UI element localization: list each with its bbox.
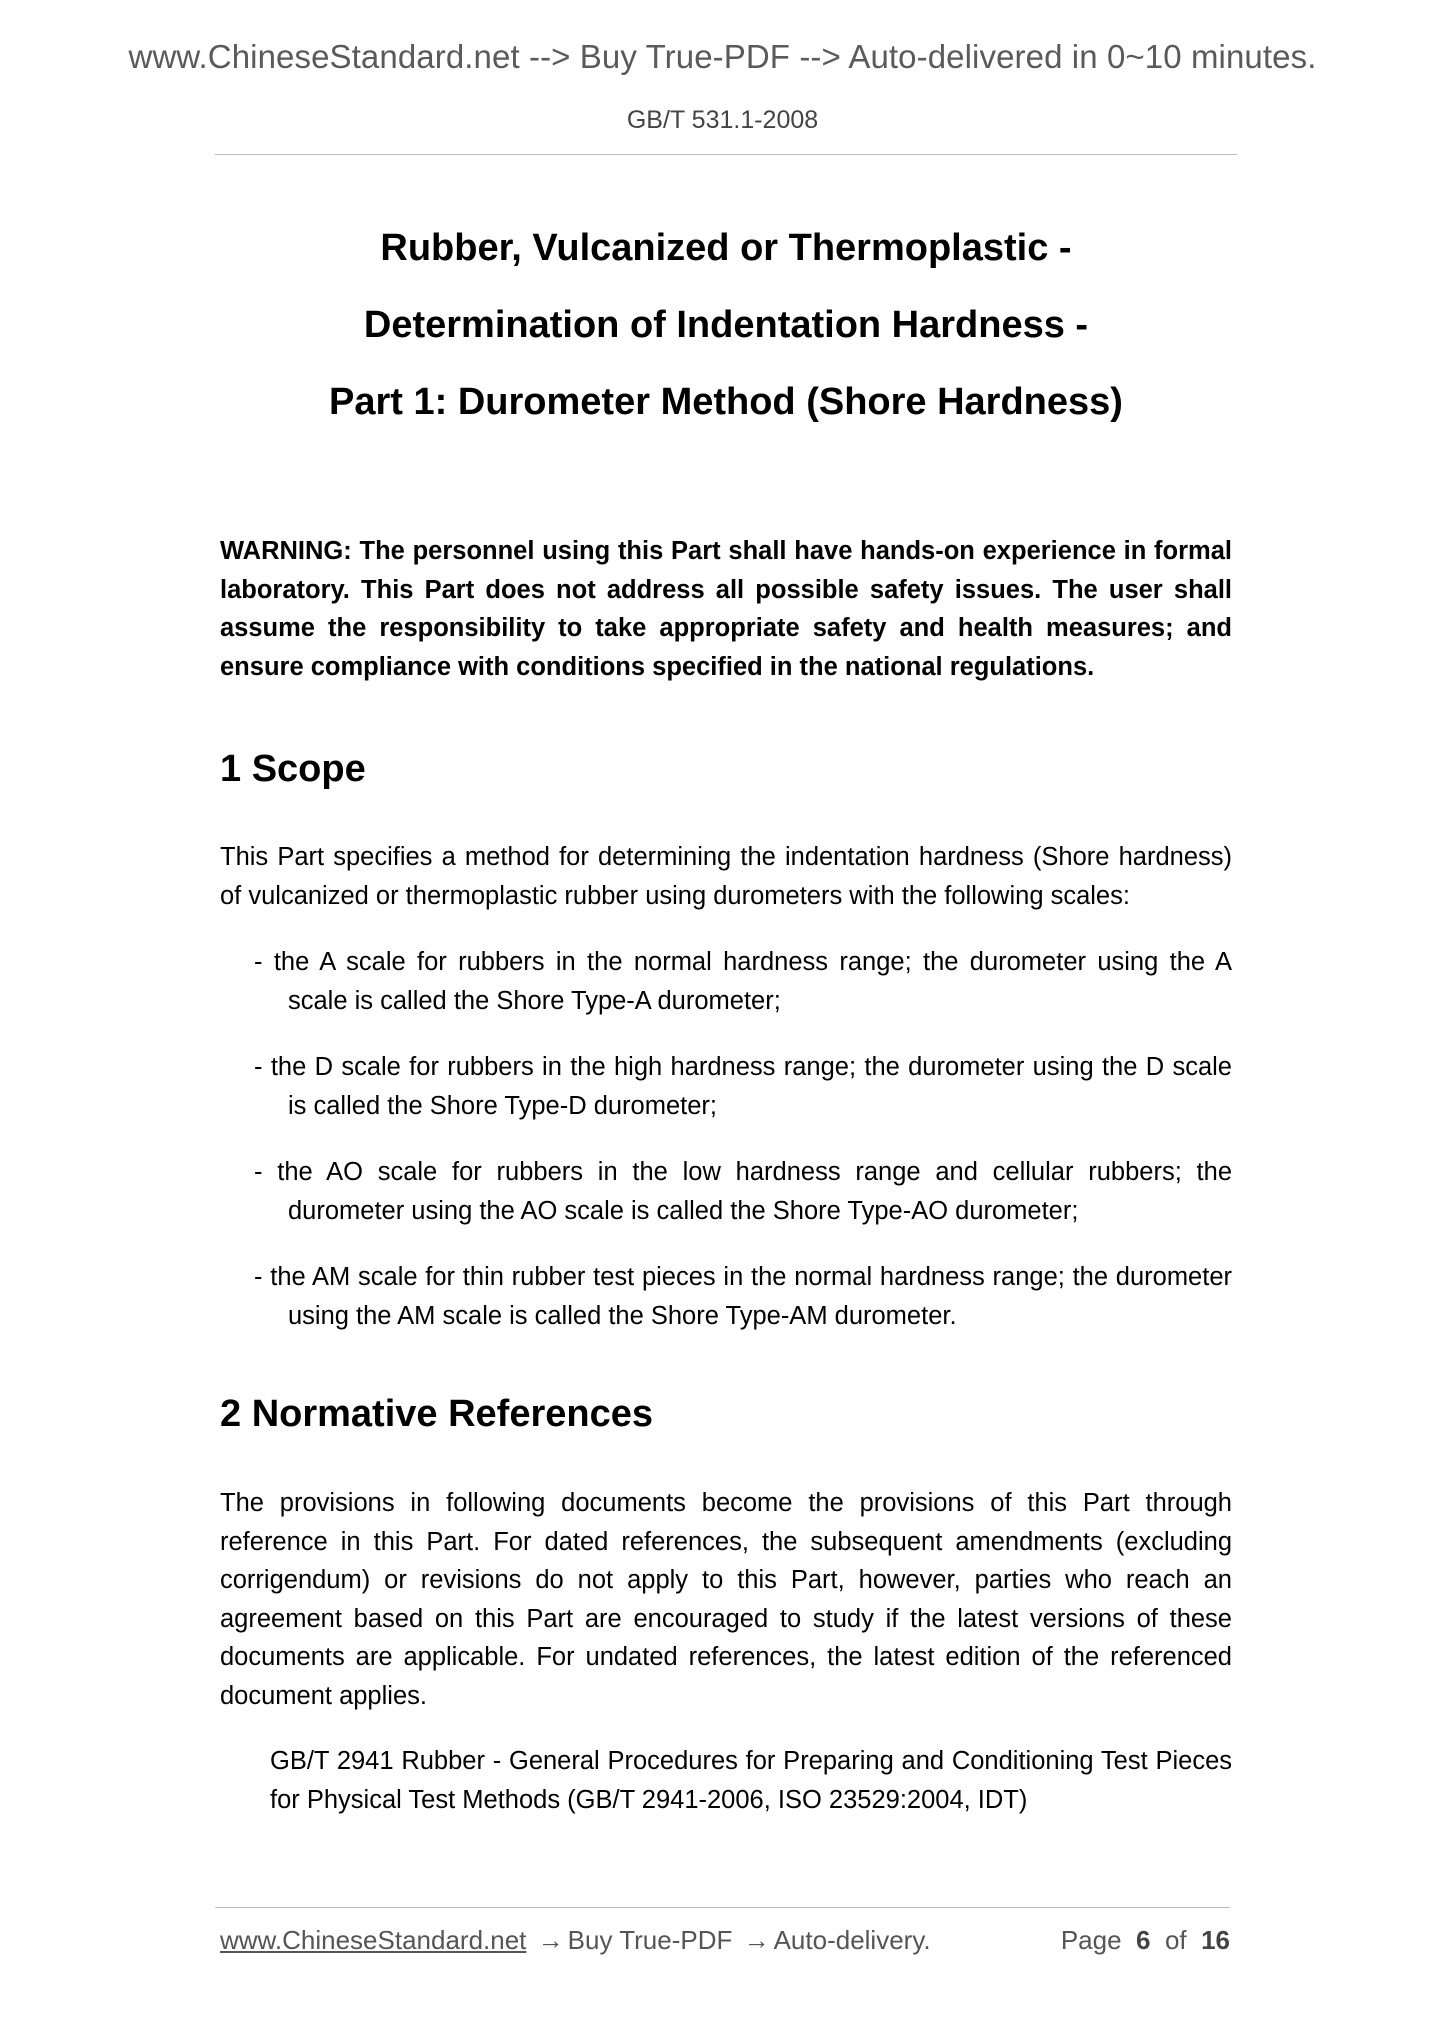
section-heading-normative-references: 2 Normative References (220, 1393, 653, 1435)
arrow-right-icon: → (743, 1925, 770, 1955)
header-divider (215, 154, 1237, 155)
page-indicator (1061, 1925, 1230, 1956)
footer-site-link[interactable]: www.ChineseStandard.net (220, 1925, 527, 1955)
page-label: Page (1060, 1925, 1122, 1955)
title-line-1: Rubber, Vulcanized or Thermoplastic - (380, 227, 1072, 269)
top-banner: www.ChineseStandard.net --> Buy True-PDF --> Auto-delivered in 0~10 minutes. (128, 38, 1317, 75)
footer-delivery-text: Auto-delivery. (773, 1925, 931, 1955)
of-label: of (1164, 1925, 1187, 1955)
document-code: GB/T 531.1-2008 (626, 106, 819, 134)
scope-list-item: - the AO scale for rubbers in the low hardness range and cellular rubbers; the durometer using the AO scale is called the Shore Type-AO durometer; (254, 1158, 1232, 1225)
footer-divider (215, 1907, 1230, 1908)
warning-paragraph: WARNING: The personnel using this Part shall have hands-on experience in formal laboratory. This Part does not address all possible safety issues. The user shall assume the responsibility to take appropriate safety and health measures; and ensure compliance with conditions specified in the national regulations. (220, 537, 1232, 681)
references-intro-paragraph: The provisions in following documents become the provisions of this Part through reference in this Part. For dated references, the subsequent amendments (excluding corrigendum) or revisions do not apply to this Part, however, parties who reach an agreement based on this Part are encouraged to study if the latest versions of these documents are applicable. For undated references, the latest edition of the referenced document applies. (220, 1489, 1232, 1710)
current-page-number: 6 (1136, 1925, 1151, 1955)
scope-list-item: - the A scale for rubbers in the normal hardness range; the durometer using the A scale is called the Shore Type-A durometer; (254, 948, 1232, 1015)
scope-list-item: - the AM scale for thin rubber test pieces in the normal hardness range; the durometer using the AM scale is called the Shore Type-AM durometer. (254, 1263, 1232, 1330)
scope-list-item: - the D scale for rubbers in the high hardness range; the durometer using the D scale is called the Shore Type-D durometer; (254, 1053, 1232, 1120)
footer-buy-text: Buy True-PDF (567, 1925, 733, 1955)
title-line-3: Part 1: Durometer Method (Shore Hardness) (329, 381, 1123, 423)
footer-promo (220, 1925, 931, 1956)
reference-entry: GB/T 2941 Rubber - General Procedures for Preparing and Conditioning Test Pieces for Physical Test Methods (GB/T 2941-2006, ISO 23529:2004, IDT) (270, 1747, 1232, 1814)
arrow-right-icon: → (537, 1925, 564, 1955)
total-page-count: 16 (1201, 1925, 1230, 1955)
document-title (215, 210, 1237, 441)
scope-intro-paragraph: This Part specifies a method for determining the indentation hardness (Shore hardness) of vulcanized or thermoplastic rubber using durometers with the following scales: (220, 843, 1232, 910)
section-heading-scope: 1 Scope (220, 748, 366, 790)
title-line-2: Determination of Indentation Hardness - (363, 304, 1089, 346)
